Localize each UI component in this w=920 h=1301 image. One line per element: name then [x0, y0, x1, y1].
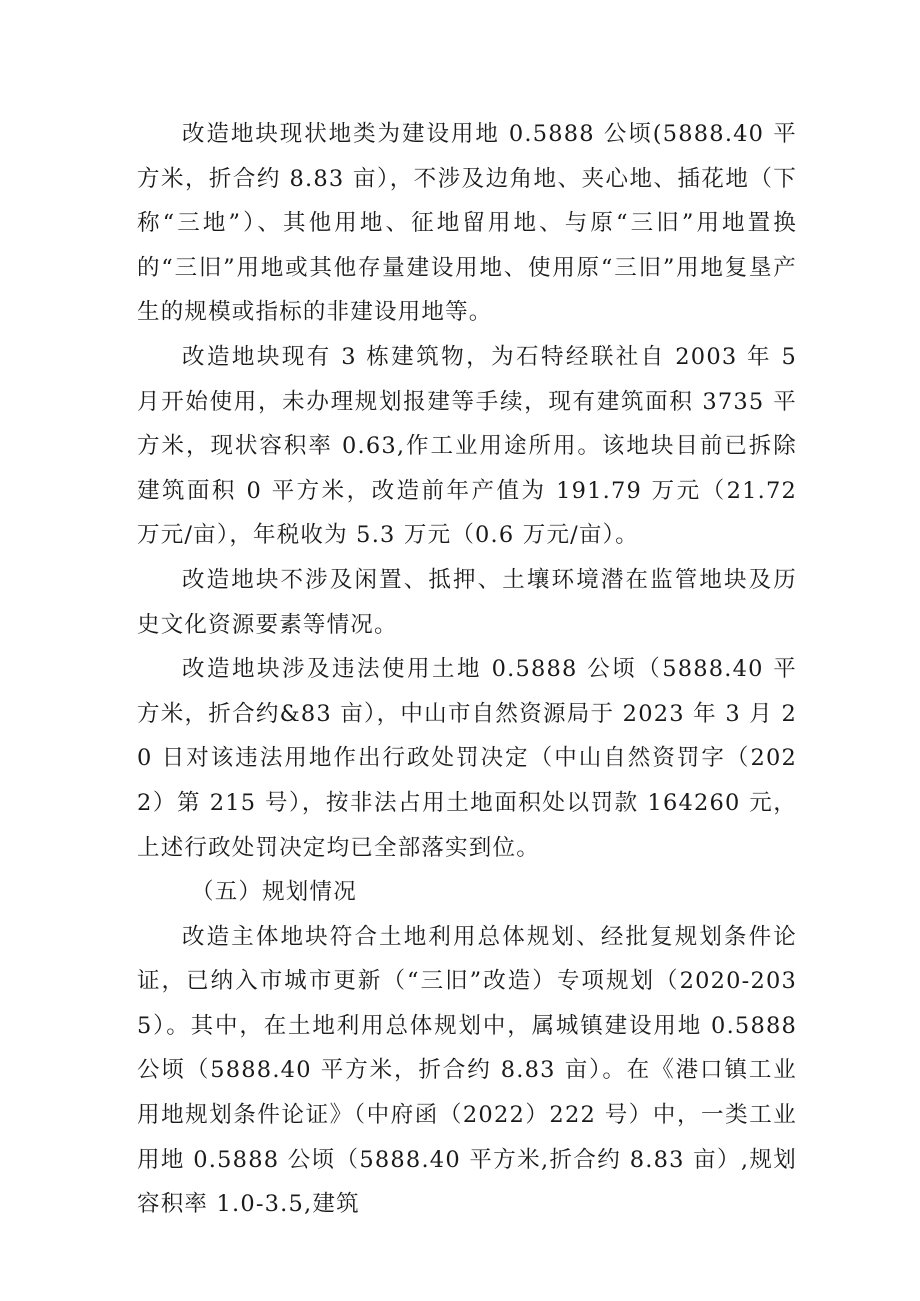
paragraph-illegal-use: 改造地块涉及违法使用土地 0.5888 公顷（5888.40 平方米，折合约&83 亩），中山市自然资源局于 2023 年 3 月 20 日对该违法用地作出行政处罚决定（中山自然资罚字（2022）第 215 号），按非法占用土地面积处以罚款 164260 元，上述行政处罚决定均已全部落实到位。	[137, 656, 797, 861]
paragraph-no-encumbrance: 改造地块不涉及闲置、抵押、土壤环境潜在监管地块及历史文化资源要素等情况。	[137, 566, 797, 638]
paragraph-buildings: 改造地块现有 3 栋建筑物，为石特经联社自 2003 年 5 月开始使用，未办理规划报建等手续，现有建筑面积 3735 平方米，现状容积率 0.63,作工业用途所用。该地块目前已拆除建筑面积 0 平方米，改造前年产值为 191.79 万元（21.72 万元/亩），年税收为 5.3 万元（0.6 万元/亩）。	[137, 343, 797, 549]
document-body	[137, 112, 797, 1227]
paragraph-planning: 改造主体地块符合土地利用总体规划、经批复规划条件论证，已纳入市城市更新（“三旧”改造）专项规划（2020-2035）。其中，在土地利用总体规划中，属城镇建设用地 0.5888 公顷（5888.40 平方米，折合约 8.83 亩）。在《港口镇工业用地规划条件论证》（中府函（2022）222 号）中，一类工业用地 0.5888 公顷（5888.40 平方米,折合约 8.83 亩）,规划容积率 1.0-3.5,建筑	[137, 923, 797, 1218]
section-heading-planning: （五）规划情况	[191, 879, 357, 906]
paragraph-land-status: 改造地块现状地类为建设用地 0.5888 公顷(5888.40 平方米，折合约 8.83 亩），不涉及边角地、夹心地、插花地（下称“三地”）、其他用地、征地留用地、与原“三旧”用地置换的“三旧”用地或其他存量建设用地、使用原“三旧”用地复垦产生的规模或指标的非建设用地等。	[137, 121, 797, 326]
